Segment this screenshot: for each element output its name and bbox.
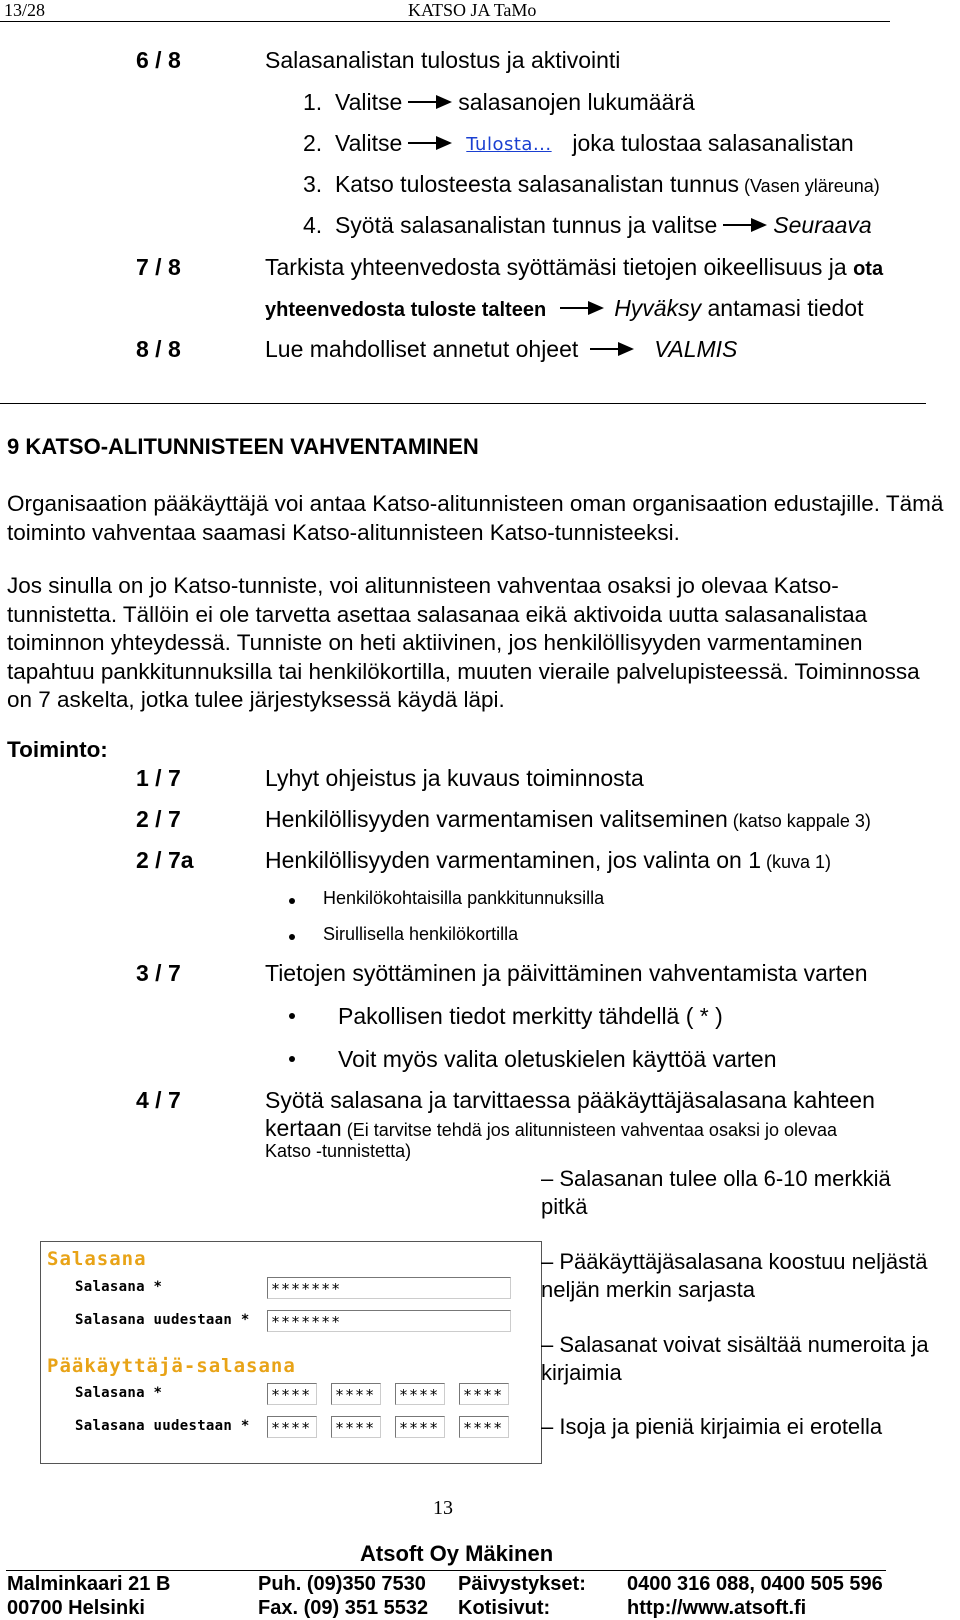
password-again-input[interactable]: ******* bbox=[267, 1310, 511, 1332]
sub-step-3: 3. Katso tulosteesta salasanalistan tunnus (Vasen yläreuna) bbox=[303, 171, 880, 197]
footer-rule bbox=[6, 1570, 886, 1571]
sub-step-2: 2. Valitse Tulosta... joka tulostaa salasanalistan bbox=[303, 129, 854, 159]
arrow-right-icon bbox=[408, 97, 452, 107]
footer-web-label: Kotisivut: bbox=[458, 1597, 551, 1619]
arrow-right-icon bbox=[408, 138, 452, 148]
footer-company: Atsoft Oy Mäkinen bbox=[360, 1541, 554, 1566]
note-admin-password: – Pääkäyttäjäsalasana koostuu neljästä neljän merkin sarjasta bbox=[541, 1249, 928, 1302]
step-text-4-7-line3: Katso -tunnistetta) bbox=[265, 1141, 412, 1161]
bullet-7a-1: Henkilökohtaisilla pankkitunnuksilla bbox=[323, 888, 605, 908]
bullet-7a-2: Sirullisella henkilökortilla bbox=[323, 924, 519, 944]
step-text-1-7: Lyhyt ohjeistus ja kuvaus toiminnosta bbox=[265, 765, 644, 791]
form-label-password: Salasana * bbox=[75, 1279, 163, 1295]
paragraph-2: Jos sinulla on jo Katso-tunniste, voi alitunnisteen vahventaa osaksi jo olevaa Katso-tunnistetta. Tällöin ei ole tarvetta asettaa salasanaa eikä aktivoida uutta salasanalistaa toiminnon yhteydessä. Tunniste on heti aktiivinen, jos henkilöllisyyden varmentaminen tapahtuu pankkitunnuksilla tai henkilökortilla, muuten vieraile palvelupisteessä. Toiminnossa on 7 askelta, jotka tulee järjestyksessä käydä läpi. bbox=[7, 573, 920, 712]
arrow-right-icon bbox=[723, 220, 767, 230]
section-rule bbox=[0, 403, 926, 404]
bullet-icon bbox=[289, 898, 295, 904]
step-text-4-7-line2: kertaan (Ei tarvitse tehdä jos alitunnisteen vahventaa osaksi jo olevaa bbox=[265, 1115, 838, 1141]
admin-password-again-input-4[interactable]: **** bbox=[459, 1416, 509, 1438]
bullet-icon bbox=[289, 1013, 295, 1019]
bullet-3-2: Voit myös valita oletuskielen käyttöä varten bbox=[338, 1046, 777, 1072]
step-num-2-7: 2 / 7 bbox=[136, 806, 181, 832]
paragraph-1: Organisaation pääkäyttäjä voi antaa Katso-alitunnisteen oman organisaation edustajille. Tämä toiminto vahventaa saamasi Katso-alitunnisteen Katso-tunnisteeksi. bbox=[7, 491, 944, 545]
admin-password-again-input-3[interactable]: **** bbox=[395, 1416, 445, 1438]
sub-step-1: 1. Valitse salasanojen lukumäärä bbox=[303, 89, 695, 115]
sub-step-4: 4. Syötä salasanalistan tunnus ja valitse Seuraava bbox=[303, 212, 872, 238]
form-section-salasana: Salasana bbox=[47, 1248, 147, 1270]
note-case-insensitive: – Isoja ja pieniä kirjaimia ei erotella bbox=[541, 1414, 883, 1439]
bullet-3-1: Pakollisen tiedot merkitty tähdellä ( * ) bbox=[338, 1003, 723, 1029]
step-text-7-8: Tarkista yhteenvedosta syöttämäsi tietojen oikeellisuus ja ota bbox=[265, 254, 884, 280]
step-num-8-8: 8 / 8 bbox=[136, 336, 181, 362]
arrow-right-icon bbox=[560, 303, 604, 313]
footer-city: 00700 Helsinki bbox=[7, 1597, 145, 1619]
footer-street: Malminkaari 21 B bbox=[7, 1573, 171, 1595]
step-text-4-7: Syötä salasana ja tarvittaessa pääkäyttäjäsalasana kahteen bbox=[265, 1087, 875, 1113]
step-text-2-7a: Henkilöllisyyden varmentaminen, jos valinta on 1 (kuva 1) bbox=[265, 847, 832, 873]
form-label-admin-password: Salasana * bbox=[75, 1385, 163, 1401]
step-text-6-8: Salasanalistan tulostus ja aktivointi bbox=[265, 47, 621, 73]
password-form-screenshot bbox=[40, 1241, 542, 1464]
step-text-2-7: Henkilöllisyyden varmentamisen valitseminen (katso kappale 3) bbox=[265, 806, 871, 832]
document-title: KATSO JA TaMo bbox=[408, 0, 537, 20]
step-num-2-7a: 2 / 7a bbox=[136, 847, 194, 873]
footer-website: http://www.atsoft.fi bbox=[627, 1597, 807, 1619]
admin-password-input-2[interactable]: **** bbox=[331, 1383, 381, 1405]
admin-password-input-3[interactable]: **** bbox=[395, 1383, 445, 1405]
step-num-3-7: 3 / 7 bbox=[136, 960, 181, 986]
step-text-3-7: Tietojen syöttäminen ja päivittäminen vahventamista varten bbox=[265, 960, 868, 986]
footer-phone: Puh. (09)350 7530 bbox=[258, 1573, 426, 1595]
footer-duty-numbers: 0400 316 088, 0400 505 596 bbox=[627, 1573, 883, 1595]
section-heading: 9 KATSO-ALITUNNISTEEN VAHVENTAMINEN bbox=[7, 434, 479, 459]
step-text-8-8: Lue mahdolliset annetut ohjeet VALMIS bbox=[265, 336, 738, 362]
form-label-admin-password-again: Salasana uudestaan * bbox=[75, 1418, 250, 1434]
form-section-admin: Pääkäyttäjä-salasana bbox=[47, 1355, 296, 1377]
step-num-1-7: 1 / 7 bbox=[136, 765, 181, 791]
arrow-right-icon bbox=[590, 344, 634, 354]
step-num-6-8: 6 / 8 bbox=[136, 47, 181, 73]
admin-password-again-input-1[interactable]: **** bbox=[267, 1416, 317, 1438]
admin-password-input-1[interactable]: **** bbox=[267, 1383, 317, 1405]
page-number: 13 bbox=[433, 1497, 453, 1519]
page-counter: 13/28 bbox=[4, 0, 46, 20]
footer-fax: Fax. (09) 351 5532 bbox=[258, 1597, 429, 1619]
step-text-7-8-line2: yhteenvedosta tuloste talteen Hyväksy antamasi tiedot bbox=[265, 295, 864, 321]
tulosta-link: Tulosta... bbox=[466, 133, 552, 155]
header-rule bbox=[0, 21, 890, 22]
form-label-password-again: Salasana uudestaan * bbox=[75, 1312, 250, 1328]
note-characters: – Salasanat voivat sisältää numeroita ja kirjaimia bbox=[541, 1332, 929, 1385]
step-num-4-7: 4 / 7 bbox=[136, 1087, 181, 1113]
admin-password-input-4[interactable]: **** bbox=[459, 1383, 509, 1405]
password-input[interactable]: ******* bbox=[267, 1277, 511, 1299]
step-num-7-8: 7 / 8 bbox=[136, 254, 181, 280]
footer-duty-label: Päivystykset: bbox=[458, 1573, 586, 1595]
bullet-icon bbox=[289, 934, 295, 940]
bullet-icon bbox=[289, 1056, 295, 1062]
admin-password-again-input-2[interactable]: **** bbox=[331, 1416, 381, 1438]
toiminto-label: Toiminto: bbox=[7, 737, 108, 762]
note-password-length: – Salasanan tulee olla 6-10 merkkiä pitkä bbox=[541, 1166, 891, 1219]
